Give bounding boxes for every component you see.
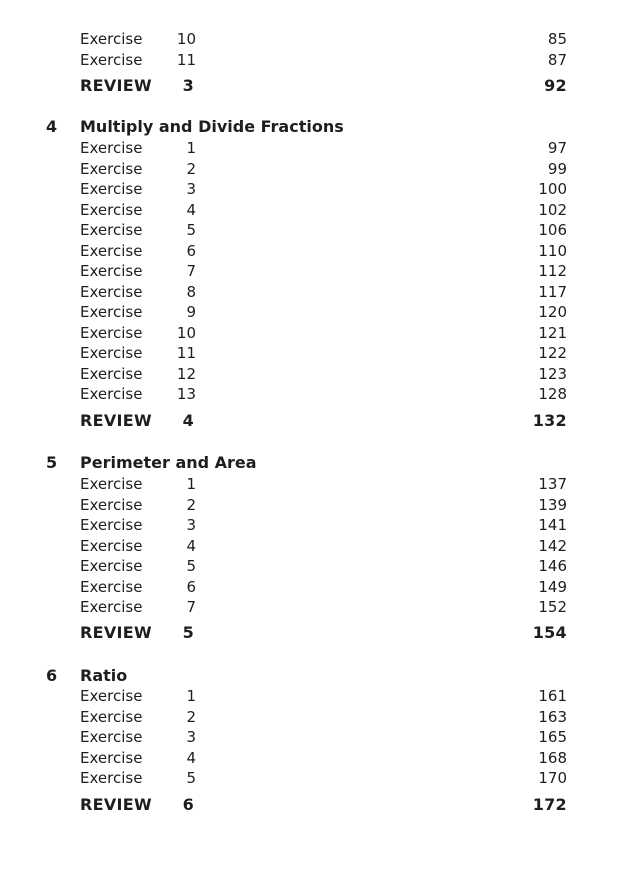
page-number: 106 xyxy=(538,221,567,239)
page-number: 112 xyxy=(538,262,567,280)
review-number: 5 xyxy=(182,623,194,642)
page-number: 100 xyxy=(538,180,567,198)
exercise-row xyxy=(0,384,639,404)
exercise-row xyxy=(0,138,639,158)
exercise-label: Exercise xyxy=(80,707,143,726)
exercise-label: Exercise xyxy=(80,221,143,239)
page-number: 163 xyxy=(538,707,567,726)
exercise-number: 11 xyxy=(176,344,196,362)
exercise-label: Exercise xyxy=(80,180,143,198)
review-row xyxy=(0,411,639,431)
exercise-row xyxy=(0,323,639,343)
review-row xyxy=(0,623,639,643)
exercise-number: 5 xyxy=(186,557,196,575)
chapter-number: 4 xyxy=(46,117,58,136)
review-number: 3 xyxy=(182,76,194,95)
page-number: 170 xyxy=(538,769,567,787)
exercise-row xyxy=(0,200,639,220)
page-number: 117 xyxy=(538,282,567,301)
exercise-number: 4 xyxy=(186,536,196,555)
exercise-label: Exercise xyxy=(80,557,143,575)
exercise-row xyxy=(0,159,639,179)
exercise-label: Exercise xyxy=(80,50,143,69)
exercise-label: Exercise xyxy=(80,385,143,403)
exercise-label: Exercise xyxy=(80,344,143,362)
exercise-number: 5 xyxy=(186,221,196,239)
chapter-title: Ratio xyxy=(80,666,128,685)
chapter-heading xyxy=(0,116,639,138)
exercise-number: 2 xyxy=(186,495,196,514)
exercise-label: Exercise xyxy=(80,159,143,178)
page-number: 141 xyxy=(538,516,567,534)
exercise-number: 4 xyxy=(186,748,196,767)
exercise-label: Exercise xyxy=(80,364,143,383)
exercise-label: Exercise xyxy=(80,769,143,787)
page-number: 121 xyxy=(538,323,567,342)
review-page-number: 92 xyxy=(544,76,567,95)
exercise-row xyxy=(0,597,639,617)
exercise-number: 10 xyxy=(176,30,196,48)
exercise-label: Exercise xyxy=(80,139,143,157)
exercise-label: Exercise xyxy=(80,282,143,301)
exercise-number: 3 xyxy=(186,728,196,746)
review-page-number: 172 xyxy=(532,795,567,814)
review-row xyxy=(0,76,639,96)
exercise-row xyxy=(0,29,639,49)
exercise-row xyxy=(0,343,639,363)
review-page-number: 154 xyxy=(532,623,567,642)
exercise-row xyxy=(0,241,639,261)
exercise-number: 9 xyxy=(186,303,196,321)
exercise-row xyxy=(0,282,639,302)
page-number: 85 xyxy=(547,30,567,48)
exercise-number: 3 xyxy=(186,516,196,534)
exercise-number: 6 xyxy=(186,241,196,260)
exercise-label: Exercise xyxy=(80,262,143,280)
page-number: 161 xyxy=(538,687,567,705)
exercise-number: 1 xyxy=(186,475,196,493)
exercise-row xyxy=(0,50,639,70)
exercise-label: Exercise xyxy=(80,241,143,260)
page-number: 87 xyxy=(547,50,567,69)
exercise-number: 13 xyxy=(176,385,196,403)
exercise-row xyxy=(0,577,639,597)
exercise-label: Exercise xyxy=(80,536,143,555)
exercise-row xyxy=(0,536,639,556)
exercise-number: 10 xyxy=(176,323,196,342)
exercise-label: Exercise xyxy=(80,748,143,767)
page-number: 110 xyxy=(538,241,567,260)
exercise-label: Exercise xyxy=(80,516,143,534)
exercise-row xyxy=(0,495,639,515)
page-number: 99 xyxy=(547,159,567,178)
exercise-number: 7 xyxy=(186,598,196,616)
page-number: 146 xyxy=(538,557,567,575)
exercise-row xyxy=(0,748,639,768)
exercise-row xyxy=(0,364,639,384)
page-number: 97 xyxy=(547,139,567,157)
chapter-title: Multiply and Divide Fractions xyxy=(80,117,344,136)
page-number: 120 xyxy=(538,303,567,321)
exercise-row xyxy=(0,556,639,576)
exercise-number: 7 xyxy=(186,262,196,280)
exercise-row xyxy=(0,474,639,494)
exercise-row xyxy=(0,220,639,240)
exercise-row xyxy=(0,768,639,788)
exercise-label: Exercise xyxy=(80,475,143,493)
exercise-number: 6 xyxy=(186,577,196,596)
exercise-row xyxy=(0,727,639,747)
review-number: 4 xyxy=(182,411,194,430)
exercise-label: Exercise xyxy=(80,495,143,514)
exercise-number: 2 xyxy=(186,707,196,726)
exercise-label: Exercise xyxy=(80,687,143,705)
page-number: 142 xyxy=(538,536,567,555)
review-label: REVIEW xyxy=(80,76,152,95)
exercise-label: Exercise xyxy=(80,200,143,219)
chapter-heading xyxy=(0,665,639,687)
exercise-row xyxy=(0,261,639,281)
exercise-label: Exercise xyxy=(80,323,143,342)
page-number: 128 xyxy=(538,385,567,403)
review-row xyxy=(0,795,639,815)
review-label: REVIEW xyxy=(80,795,152,814)
exercise-label: Exercise xyxy=(80,728,143,746)
page-number: 168 xyxy=(538,748,567,767)
exercise-row xyxy=(0,707,639,727)
exercise-label: Exercise xyxy=(80,598,143,616)
chapter-title: Perimeter and Area xyxy=(80,453,257,472)
exercise-number: 4 xyxy=(186,200,196,219)
exercise-number: 3 xyxy=(186,180,196,198)
exercise-label: Exercise xyxy=(80,577,143,596)
chapter-number: 5 xyxy=(46,453,58,472)
page-number: 139 xyxy=(538,495,567,514)
page-number: 122 xyxy=(538,344,567,362)
exercise-number: 8 xyxy=(186,282,196,301)
page-number: 123 xyxy=(538,364,567,383)
exercise-label: Exercise xyxy=(80,303,143,321)
exercise-row xyxy=(0,515,639,535)
review-label: REVIEW xyxy=(80,623,152,642)
page-number: 165 xyxy=(538,728,567,746)
chapter-number: 6 xyxy=(46,666,58,685)
review-page-number: 132 xyxy=(532,411,567,430)
exercise-number: 5 xyxy=(186,769,196,787)
exercise-number: 1 xyxy=(186,139,196,157)
review-number: 6 xyxy=(182,795,194,814)
page-number: 137 xyxy=(538,475,567,493)
exercise-row xyxy=(0,302,639,322)
page-number: 152 xyxy=(538,598,567,616)
chapter-heading xyxy=(0,452,639,474)
exercise-row xyxy=(0,179,639,199)
exercise-number: 12 xyxy=(176,364,196,383)
exercise-number: 11 xyxy=(176,50,196,69)
page-number: 149 xyxy=(538,577,567,596)
review-label: REVIEW xyxy=(80,411,152,430)
page-number: 102 xyxy=(538,200,567,219)
exercise-label: Exercise xyxy=(80,30,143,48)
exercise-row xyxy=(0,686,639,706)
exercise-number: 2 xyxy=(186,159,196,178)
exercise-number: 1 xyxy=(186,687,196,705)
